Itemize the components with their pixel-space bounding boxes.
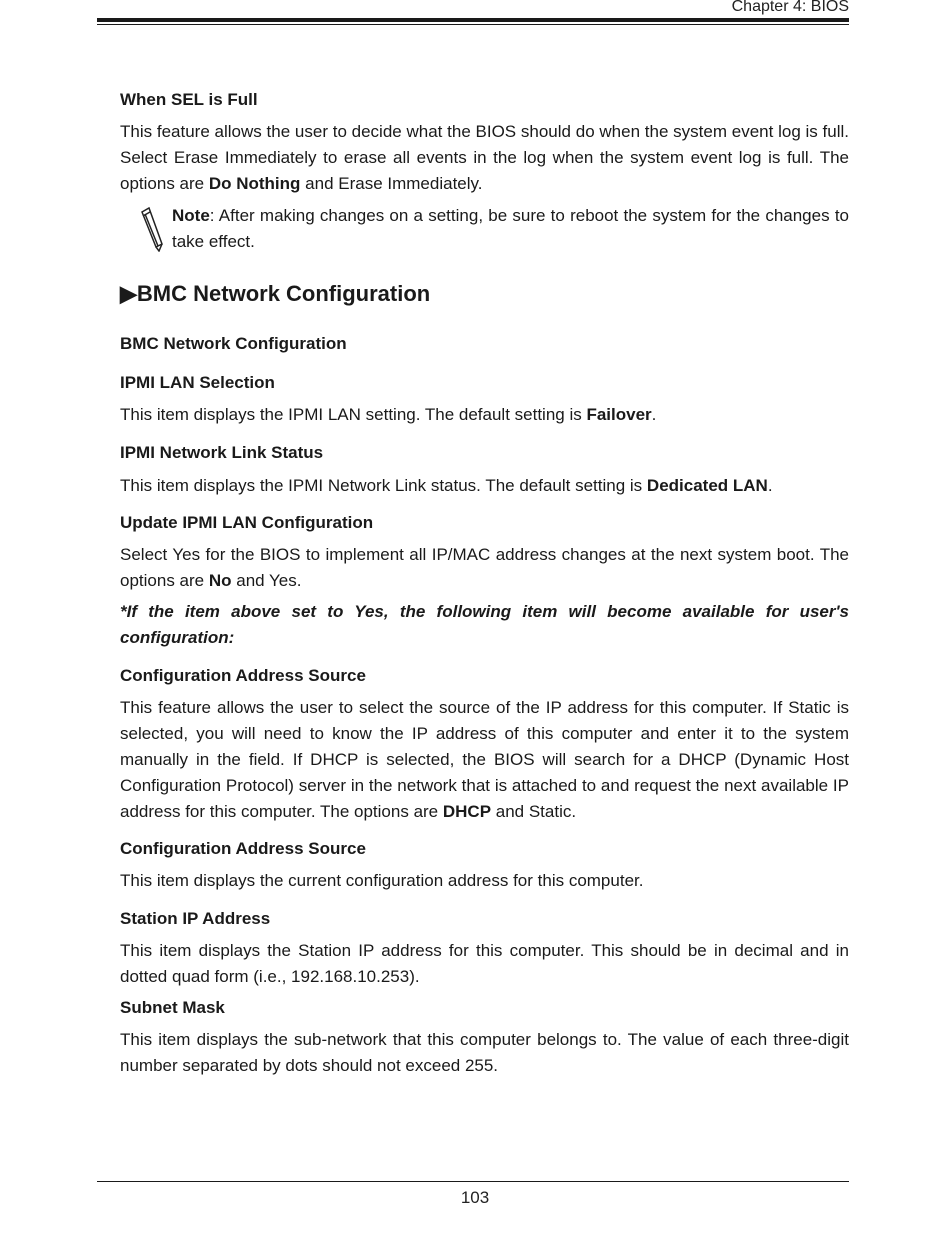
sel-description: This feature allows the user to decide what the BIOS should do when the system event log is full. Select Erase Immediately to erase all events in the log when the system event log is full. The options are Do Nothing and Erase Immediately. (120, 122, 849, 193)
heading-config-address-source: Configuration Address Source (120, 666, 366, 685)
note-text: Note: After making changes on a setting, be sure to reboot the system for the changes to take effect. (172, 206, 849, 251)
heading-config-address-source-2: Configuration Address Source (120, 839, 366, 858)
pencil-icon (140, 206, 166, 252)
chapter-header: Chapter 4: BIOS (731, 0, 849, 15)
conditional-note: *If the item above set to Yes, the following item will become available for user's configuration: (120, 602, 849, 647)
config-address-source-text: This feature allows the user to select the source of the IP address for this computer. If Static is selected, you will need to know the IP address of this computer and enter it to the system manually in the field. If DHCP is selected, the BIOS will search for a DHCP (Dynamic Host Configuration Protocol) server in the network that is attached to and request the next available IP address for this computer. The options are DHCP and Static. (120, 698, 849, 821)
subsection-title: BMC Network Configuration (120, 334, 347, 353)
heading-update-ipmi-lan: Update IPMI LAN Configuration (120, 513, 374, 532)
ipmi-lan-selection-text: This item displays the IPMI LAN setting. The default setting is Failover. (120, 405, 657, 424)
heading-ipmi-link-status: IPMI Network Link Status (120, 443, 324, 462)
update-ipmi-lan-text: Select Yes for the BIOS to implement all IP/MAC address changes at the next system boot. The options are No and Yes. (120, 545, 849, 590)
page-number: 103 (460, 1188, 490, 1207)
heading-when-sel-full: When SEL is Full (120, 90, 258, 109)
heading-station-ip: Station IP Address (120, 909, 271, 928)
config-address-source-2-text: This item displays the current configuration address for this computer. (120, 871, 644, 890)
subnet-mask-text: This item displays the sub-network that this computer belongs to. The value of each three-digit number separated by dots should not exceed 255. (120, 1030, 849, 1075)
header-rule-thick (97, 18, 849, 22)
section-title: ▶BMC Network Configuration (120, 281, 431, 306)
station-ip-text: This item displays the Station IP address for this computer. This should be in decimal and in dotted quad form (i.e., 192.168.10.253). (120, 941, 849, 986)
header-rule-thin (97, 24, 849, 25)
heading-subnet-mask: Subnet Mask (120, 998, 225, 1017)
heading-ipmi-lan-selection: IPMI LAN Selection (120, 373, 275, 392)
footer-rule (97, 1181, 849, 1182)
ipmi-link-status-text: This item displays the IPMI Network Link status. The default setting is Dedicated LAN. (120, 476, 773, 495)
